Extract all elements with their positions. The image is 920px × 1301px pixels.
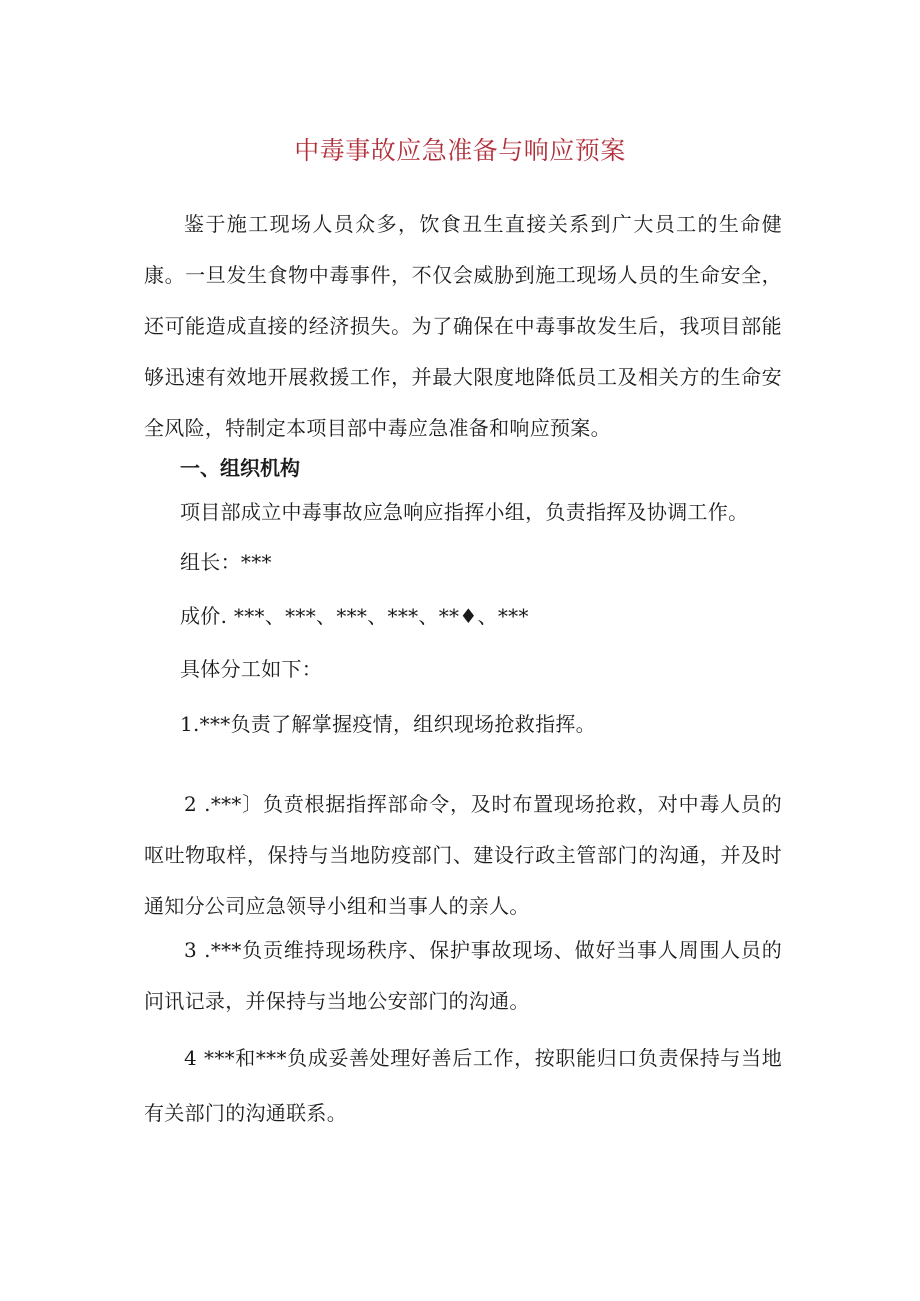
division-intro-text: 具体分工如下：	[180, 657, 323, 681]
document-title: 中毒事故应急准备与响应预案	[294, 136, 626, 165]
duty-item-3: 3 .***负贡维持现场秩序、保护事故现场、做好当事人周围人员的问讯记录，并保持与当地公安部门的沟通。	[144, 938, 782, 1013]
members-text: 成价. ***、***、***、***、**♦、***	[180, 604, 529, 628]
duty-item-2: 2 .***〕负贲根据指挥部命令，及时布置现场抢救，对中毒人员的呕吐物取样，保持与当地防疫部门、建设行政主管部门的沟通，并及时通知分公司应急领导小组和当事人的亲人。	[144, 792, 782, 918]
section-heading-organization: 一、组织机构	[180, 456, 300, 480]
duty-item-1: 1.***负责了解掌握疫情，组织现场抢救指挥。	[180, 712, 596, 736]
setup-text: 项目部成立中毒事故应急响应指挥小组，负责指挥及协调工作。	[180, 500, 749, 524]
leader-text: 组长：***	[180, 550, 272, 574]
duty-item-4: 4 ***和***负成妥善处理好善后工作，按职能归口负责保持与当地有关部门的沟通联系。	[144, 1046, 782, 1125]
intro-paragraph: 鉴于施工现场人员众多，饮食丑生直接关系到广大员工的生命健康。一旦发生食物中毒事件，不仅会威胁到施工现场人员的生命安全，还可能造成直接的经济损失。为了确保在中毒事故发生后，我项目部能够迅速有效地开展救援工作，并最大限度地降低员工及相关方的生命安全风险，特制定本项目部中毒应急准备和响应预案。	[144, 212, 782, 440]
